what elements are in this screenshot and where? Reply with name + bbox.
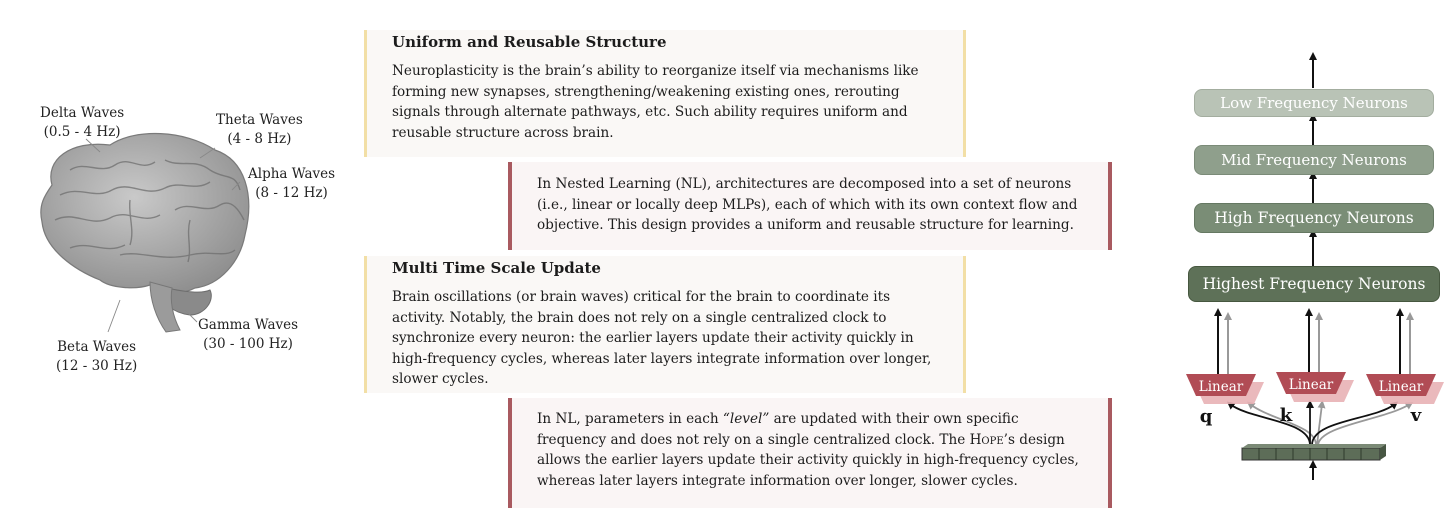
alpha-wave-label: Alpha Waves (8 - 12 Hz) [248, 166, 336, 201]
q-label: q [1199, 406, 1213, 427]
neuron-diagram [1160, 0, 1456, 523]
nl-update-card [508, 398, 1112, 508]
section-body: Neuroplasticity is the brain’s ability to reorganize itself via mechanisms like forming new synapses, strengthening/weakening existing ones, rerouting signals through alternate pathways, etc. Such ability requires uniform and reusable structure across brain. [392, 63, 919, 141]
delta-wave-label: Delta Waves (0.5 - 4 Hz) [40, 105, 125, 140]
beta-wave-label: Beta Waves (12 - 30 Hz) [56, 339, 138, 374]
gamma-wave-label: Gamma Waves (30 - 100 Hz) [198, 317, 299, 352]
brain-panel [0, 0, 360, 523]
multi-time-scale-card [364, 256, 966, 393]
input-curves [1230, 404, 1410, 445]
highest-frequency-neurons: Highest Frequency Neurons [1188, 266, 1440, 302]
linear-k-label: Linear [1288, 377, 1334, 393]
high-frequency-neurons: High Frequency Neurons [1194, 203, 1434, 233]
nl-structure-card [508, 162, 1112, 250]
section-title: Multi Time Scale Update [392, 259, 601, 277]
k-label: k [1279, 405, 1293, 426]
qkv-arrows [1218, 312, 1410, 374]
section-title: Uniform and Reusable Structure [392, 33, 667, 51]
linear-v-label: Linear [1378, 379, 1424, 395]
section-body: Brain oscillations (or brain waves) critical for the brain to coordinate its activity. Notably, the brain does not rely on a single centralized clock to synchronize every neuron: the earlier layers update their activity quickly in high-frequency cycles, whereas later layers integrate information over longer, slower cycles. [392, 289, 932, 387]
mid-frequency-neurons: Mid Frequency Neurons [1194, 145, 1434, 175]
theta-wave-label: Theta Waves (4 - 8 Hz) [216, 112, 303, 147]
linear-q-label: Linear [1198, 379, 1244, 395]
v-label: v [1410, 405, 1422, 426]
nl-update-body: In NL, parameters in each “level” are updated with their own specific frequency and does not rely on a single centralized clock. The Hope’s design allows the earlier layers update their activity quickly in high-frequency cycles, whereas later layers integrate information over longer, slower cycles. [537, 411, 1079, 489]
brain-illustration [0, 0, 360, 523]
low-frequency-neurons: Low Frequency Neurons [1194, 89, 1434, 117]
uniform-structure-card [364, 30, 966, 157]
input-token-bar [1242, 444, 1386, 460]
nl-structure-body: In Nested Learning (NL), architectures are decomposed into a set of neurons (i.e., linear or locally deep MLPs), each of which with its own context flow and objective. This design provides a uniform and reusable structure for learning. [537, 176, 1078, 233]
